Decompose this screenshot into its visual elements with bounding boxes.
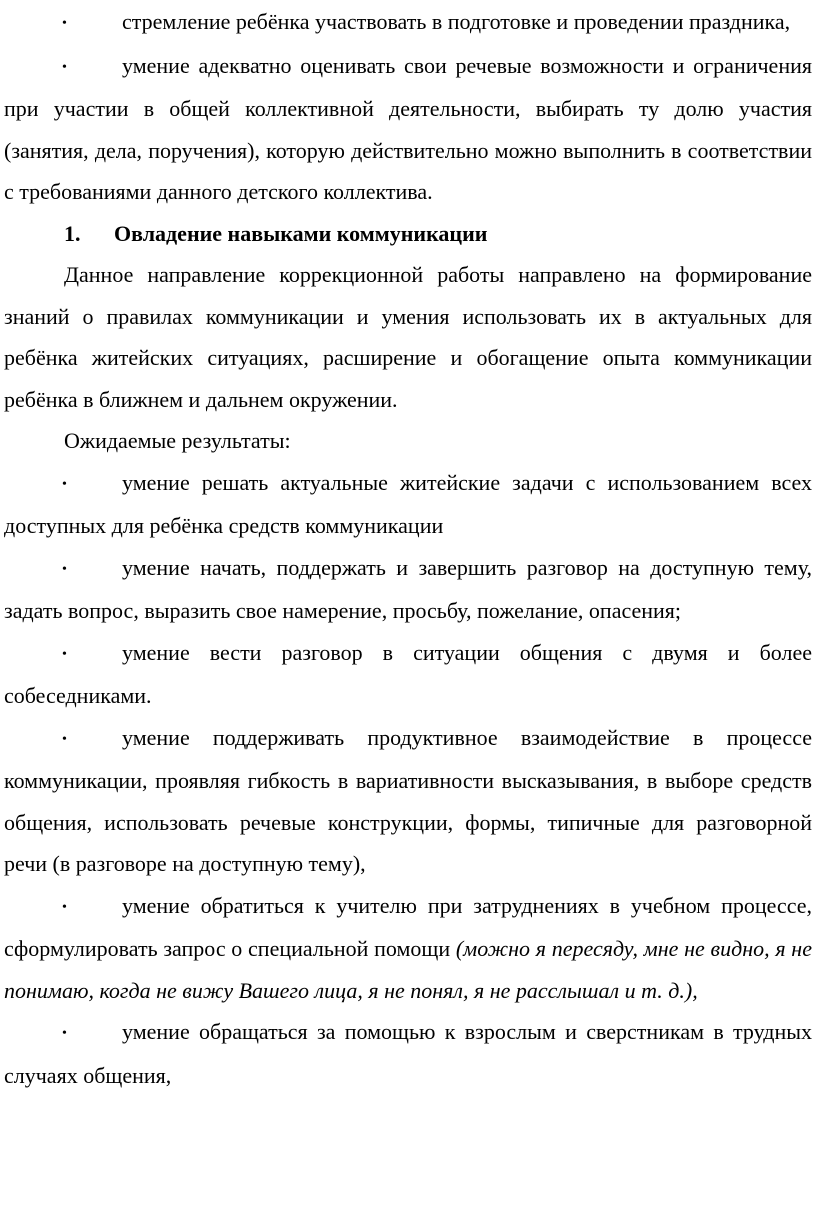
list-item-text: умение решать актуальные житейские задачи с использованием всех доступных для ребёнка средств коммуникации xyxy=(4,469,812,538)
bullet-icon: • xyxy=(62,646,67,662)
list-item-text: умение обращаться за помощью к взрослым и сверстникам в трудных случаях общения, xyxy=(4,1019,812,1088)
section-number: 1. xyxy=(64,220,81,246)
list-item xyxy=(4,717,812,885)
bullet-icon: • xyxy=(62,561,67,577)
bullet-icon: • xyxy=(62,899,67,915)
list-item-text: умение адекватно оценивать свои речевые возможности и ограничения при участии в общей коллективной деятельности, выбирать ту долю участия (занятия, дела, поручения), которую действительно можно выполнить в соответствии с требованиями данного детского коллектива. xyxy=(4,52,812,204)
list-item-italic-text: (можно я пересяду, мне не видно, я не понимаю, когда не вижу Вашего лица, я не понял, я не расслышал и т. д.), xyxy=(4,936,812,1003)
list-item xyxy=(4,462,812,547)
bullet-icon: • xyxy=(62,731,67,747)
list-item xyxy=(4,1,812,45)
list-item-text: умение обратиться к учителю при затруднениях в учебном процессе, сформулировать запрос о специальной помощи xyxy=(4,892,812,961)
list-item xyxy=(4,45,812,213)
bullet-icon: • xyxy=(62,59,67,75)
list-item xyxy=(4,547,812,632)
bullet-icon: • xyxy=(62,16,67,31)
list-item-text: стремление ребёнка участвовать в подготовке и проведении праздника, xyxy=(122,9,791,34)
bullet-icon: • xyxy=(62,1026,67,1041)
list-item xyxy=(4,632,812,717)
paragraph: Ожидаемые результаты: xyxy=(64,428,291,453)
bullet-icon: • xyxy=(62,476,67,492)
list-item xyxy=(4,1011,812,1096)
list-item xyxy=(4,885,812,1012)
paragraph: Данное направление коррекционной работы направлено на формирование знаний о правилах коммуникации и умения использовать их в актуальных для ребёнка житейских ситуациях, расширение и обогащение опыта коммуникации ребёнка в ближнем и дальнем окружении. xyxy=(4,262,812,412)
list-item-text: умение вести разговор в ситуации общения с двумя и более собеседниками. xyxy=(4,639,812,708)
section-title: Овладение навыками коммуникации xyxy=(114,220,488,246)
list-item-text: умение начать, поддержать и завершить разговор на доступную тему, задать вопрос, выразить свое намерение, просьбу, пожелание, опасения; xyxy=(4,554,812,623)
section-heading xyxy=(4,213,812,255)
list-item-text: умение поддерживать продуктивное взаимодействие в процессе коммуникации, проявляя гибкость в вариативности высказывания, в выборе средств общения, использовать речевые конструкции, формы, типичные для разговорной речи (в разговоре на доступную тему), xyxy=(4,724,812,876)
